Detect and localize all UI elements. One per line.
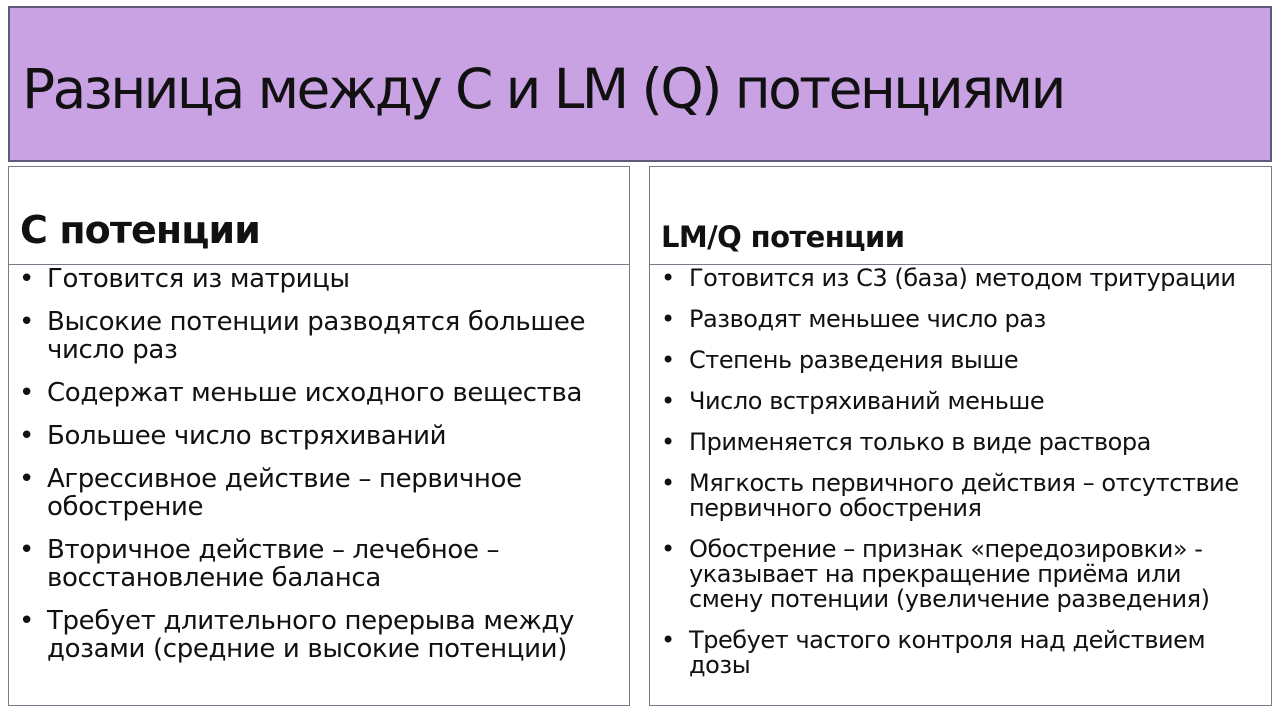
list-item-text: Высокие потенции разводятся большее число раз [47, 307, 586, 365]
bullet-icon: • [19, 421, 34, 451]
list-item-text: Готовится из матрицы [47, 264, 350, 294]
bullet-icon: • [19, 606, 34, 636]
list-item-text: Агрессивное действие – первичное обострение [47, 464, 522, 522]
list-item [9, 379, 629, 407]
list-item-text: Содержат меньше исходного вещества [47, 378, 583, 408]
bullet-icon: • [661, 428, 675, 456]
list-item-text: Вторичное действие – лечебное – восстановление баланса [47, 535, 500, 593]
list-item [650, 430, 1271, 455]
bullet-icon: • [19, 535, 34, 565]
bullet-icon: • [661, 387, 675, 415]
bullet-icon: • [661, 535, 675, 563]
list-item-text: Применяется только в виде раствора [689, 428, 1151, 456]
lm-potencies-column [649, 166, 1272, 706]
bullet-icon: • [19, 307, 34, 337]
list-item [650, 537, 1271, 612]
list-item [650, 266, 1271, 291]
bullet-icon: • [661, 626, 675, 654]
list-item [9, 308, 629, 364]
lm-potencies-heading: LM/Q потенции [661, 220, 905, 254]
list-item [9, 536, 629, 592]
lm-potencies-list [650, 266, 1271, 694]
bullet-icon: • [661, 305, 675, 333]
list-item-text: Разводят меньшее число раз [689, 305, 1046, 333]
list-item-text: Большее число встряхиваний [47, 421, 447, 451]
list-item [9, 265, 629, 293]
list-item-text: Требует частого контроля над действием дозы [689, 626, 1206, 679]
list-item [9, 607, 629, 663]
list-item [650, 348, 1271, 373]
title-banner [8, 6, 1272, 162]
bullet-icon: • [19, 464, 34, 494]
list-item-text: Степень разведения выше [689, 346, 1019, 374]
list-item [9, 422, 629, 450]
bullet-icon: • [661, 469, 675, 497]
list-item-text: Мягкость первичного действия – отсутствие первичного обострения [689, 469, 1239, 522]
c-potencies-header [9, 167, 629, 265]
page-title: Разница между С и LM (Q) потенциями [22, 57, 1064, 121]
list-item [9, 465, 629, 521]
bullet-icon: • [661, 264, 675, 292]
list-item [650, 471, 1271, 521]
c-potencies-column [8, 166, 630, 706]
list-item-text: Готовится из С3 (база) методом тритурации [689, 264, 1236, 292]
list-item-text: Требует длительного перерыва между дозами (средние и высокие потенции) [47, 606, 575, 664]
bullet-icon: • [19, 264, 34, 294]
list-item-text: Число встряхиваний меньше [689, 387, 1045, 415]
lm-potencies-header [650, 167, 1271, 265]
c-potencies-heading: С потенции [20, 208, 260, 252]
c-potencies-list [9, 265, 629, 678]
list-item-text: Обострение – признак «передозировки» - указывает на прекращение приёма или смену потенции (увеличение разведения) [689, 535, 1210, 613]
list-item [650, 389, 1271, 414]
list-item [650, 628, 1271, 678]
bullet-icon: • [19, 378, 34, 408]
list-item [650, 307, 1271, 332]
bullet-icon: • [661, 346, 675, 374]
